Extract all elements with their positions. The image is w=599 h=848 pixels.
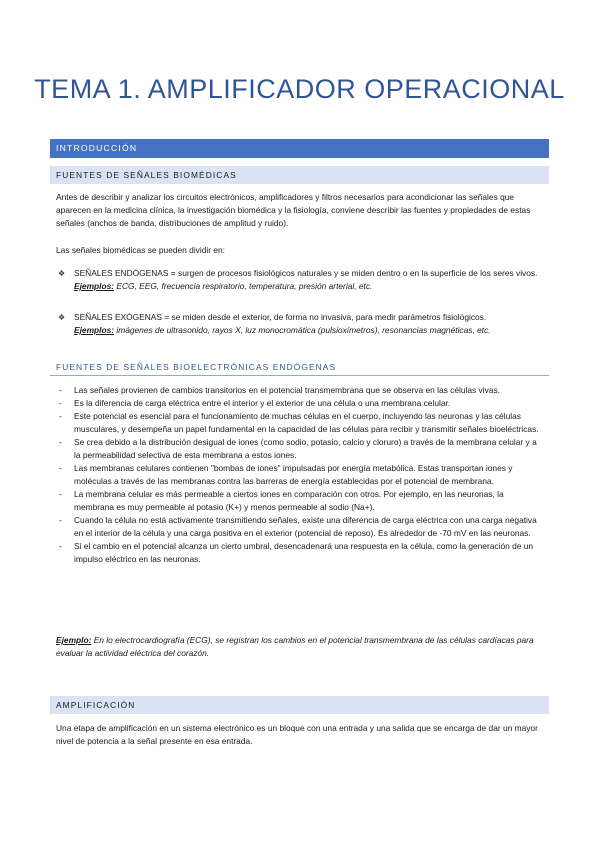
list-item: - Se crea debido a la distribución desigual de iones (como sodio, potasio, calcio y cloruro) a través de la membrana celular y a la permeabilidad selectiva de esta membrana a estos iones. [56,436,544,462]
ecg-example: Ejemplo: En lo electrocardiografía (ECG), se registran los cambios en el potencial transmembrana de las células cardíacas para evaluar la actividad eléctrica del corazón. [56,635,534,658]
list-item: - Las señales provienen de cambios transitorios en el potencial transmembrana que se observa en las células vivas. [56,384,544,397]
list-item: - La membrana celular es más permeable a ciertos iones en comparación con otros. Por ejemplo, en las neuronas, la membrana es muy permeable al potasio (K+) y menos permeable al sodio (Na+). [56,488,544,514]
diamond-bullet-icon: ❖ [58,269,66,278]
intro-division-paragraph: Las señales biomédicas se pueden dividir en: [56,245,226,255]
section-heading-introduccion: INTRODUCCIÓN [50,139,549,158]
section-heading-amplificacion: AMPLIFICACIÓN [50,696,549,714]
amplificacion-paragraph: Una etapa de amplificación en un sistema electrónico es un bloque con una entrada y una salida que se encarga de dar un mayor nivel de potencia a la señal presente en esa entrada. [56,723,538,746]
signal-types-list [56,267,544,337]
list-item-endogenas: ❖ SEÑALES ENDÓGENAS = surgen de procesos fisiológicos naturales y se miden dentro o en la superficie de los seres vivos. Ejemplos: ECG, EEG, frecuencia respiratorio, temperatura, presión arterial, etc. [58,268,538,291]
document-title: TEMA 1. AMPLIFICADOR OPERACIONAL [34,74,565,104]
list-item: - Cuando la célula no está activamente transmitiendo señales, existe una diferencia de carga eléctrica con una carga negativa en el interior de la célula y una carga positiva en el exterior (potencial de reposo). Es alrededor de -70 mV en las neuronas. [56,514,544,540]
list-item: - Las membranas celulares contienen "bombas de iones" impulsadas por energía metabólica. Estas transportan iones y moléculas a través de las membranas contra las barreras de energía establecidas por el potencial de membrana. [56,462,544,488]
subsection-heading-endogenas: FUENTES DE SEÑALES BIOELECTRÓNICAS ENDÓGENAS [50,362,549,376]
list-item-exogenas: ❖ SEÑALES EXÓGENAS = se miden desde el exterior, de forma no invasiva, para medir parámetros fisiológicos. Ejemplos: imágenes de ultrasonido, rayos X, luz monocromática (pulsioxímetros), resonancias magnéticas, etc. [58,312,491,335]
diamond-bullet-icon: ❖ [58,313,66,322]
intro-paragraph: Antes de describir y analizar los circuitos electrónicos, amplificadores y filtros necesarios para acondicionar las señales que aparecen en la medicina clínica, la investigación biomédica y la fisiología, conviene describir las fuentes y propiedades de estas señales (anchos de banda, distribuciones de amplitud y ruido). [56,192,531,228]
endogenas-list [56,384,544,566]
list-item: - Si el cambio en el potencial alcanza un cierto umbral, desencadenará una respuesta en la célula, como la generación de un impulso eléctrico en las neuronas. [56,540,544,566]
list-item: - Es la diferencia de carga eléctrica entre el interior y el exterior de una célula o una membrana celular. [56,397,544,410]
subsection-heading-fuentes-biomedicas: FUENTES DE SEÑALES BIOMÉDICAS [50,166,549,184]
list-item: - Este potencial es esencial para el funcionamiento de muchas células en el cuerpo, incluyendo las neuronas y las células musculares, y desempeña un papel fundamental en la capacidad de las células para recibir y transmitir señales bioeléctricas. [56,410,544,436]
